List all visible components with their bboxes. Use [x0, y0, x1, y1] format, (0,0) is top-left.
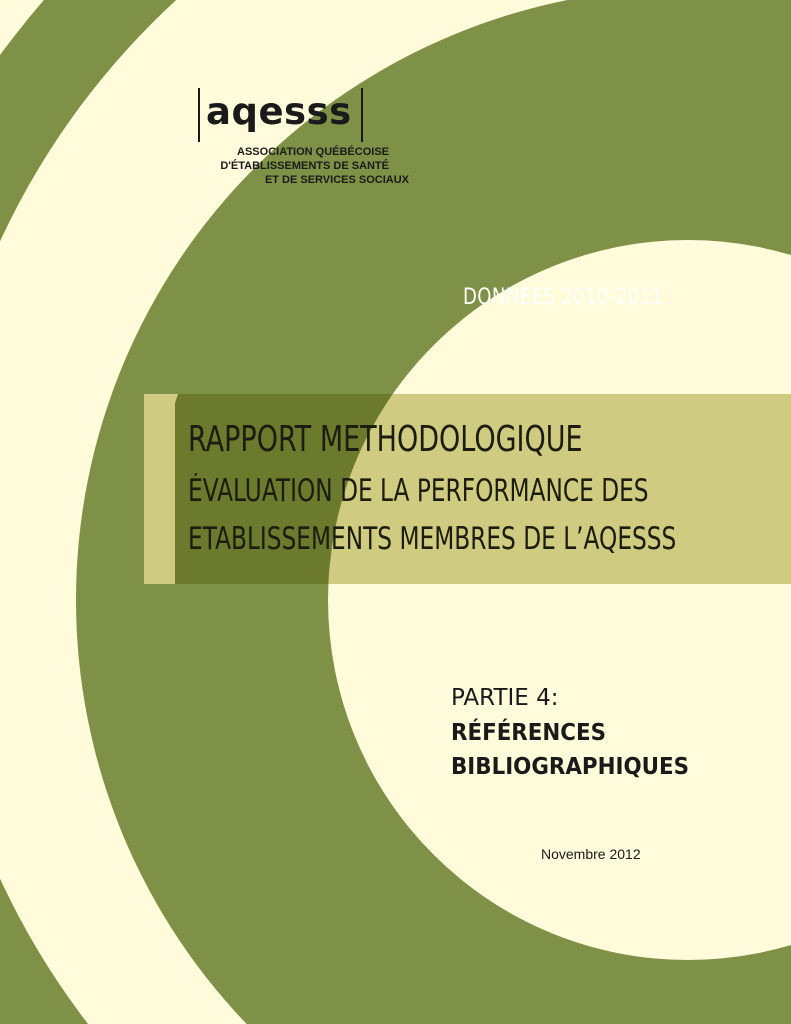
part-title-line-2: BIBLIOGRAPHIQUES: [451, 754, 690, 780]
data-year: DONNEES 2010-2011: [463, 285, 664, 310]
logo-wordmark: aqesss: [206, 90, 352, 133]
logo-left-bar: [198, 88, 200, 142]
report-subtitle-line-2: ETABLISSEMENTS MEMBRES DE L’AQESSS: [188, 521, 677, 557]
report-subtitle-line-1: ÉVALUATION DE LA PERFORMANCE DES: [188, 473, 649, 509]
report-title: RAPPORT METHODOLOGIQUE: [188, 419, 583, 460]
part-title-line-1: RÉFÉRENCES: [451, 720, 607, 746]
association-line-3: ET DE SERVICES SOCIAUX: [264, 174, 409, 186]
part-label: PARTIE 4:: [451, 685, 559, 711]
publication-date: Novembre 2012: [541, 846, 641, 862]
association-line-1: ASSOCIATION QUÉBÉCOISE: [237, 146, 389, 158]
association-line-2: D'ÉTABLISSEMENTS DE SANTÉ: [220, 160, 389, 172]
logo-right-bar: [361, 88, 363, 142]
aqesss-logo: [198, 88, 364, 144]
